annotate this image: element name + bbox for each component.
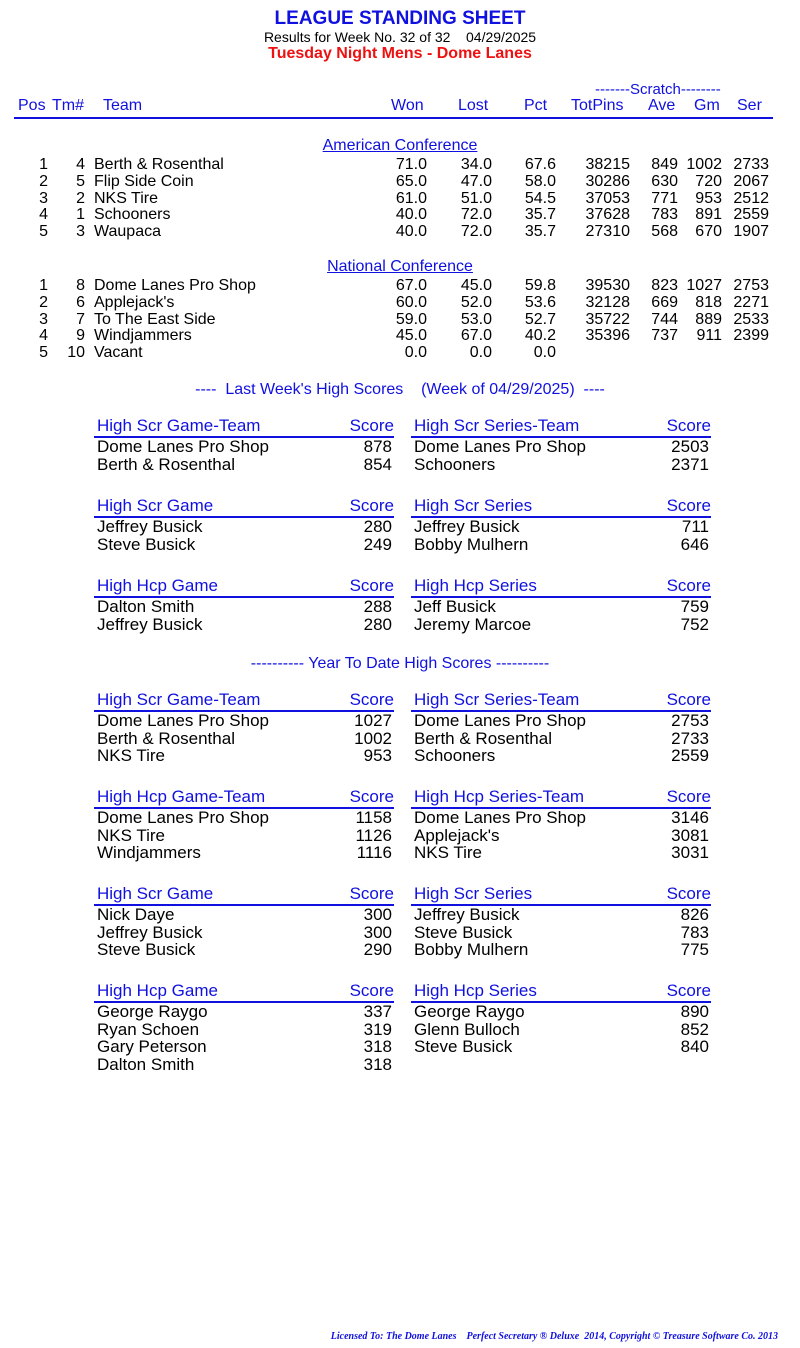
score-value: 300 (363, 905, 392, 924)
score-box-label: High Hcp Series-Team (414, 787, 585, 806)
cell-lost: 0.0 (469, 344, 492, 362)
ytd-title: ---------- Year To Date High Scores ---------- (250, 655, 550, 672)
page-title: LEAGUE STANDING SHEET (274, 8, 526, 29)
score-column-label: Score (349, 787, 394, 806)
table-row (0, 294, 800, 311)
score-column-label: Score (349, 416, 394, 435)
cell-pct: 40.2 (524, 327, 556, 345)
col-ser: Ser (737, 97, 762, 114)
cell-team: Waupaca (94, 223, 161, 241)
cell-ser: 2733 (733, 156, 769, 173)
cell-lost: 67.0 (460, 327, 492, 345)
bowler-name: Windjammers (97, 843, 201, 862)
cell-totpins: 27310 (585, 223, 630, 241)
list-item (411, 809, 711, 827)
score-column-label: Score (666, 981, 711, 1000)
cell-ave: 849 (651, 156, 678, 173)
score-box-label: High Hcp Series (414, 576, 537, 595)
col-team: Team (103, 97, 143, 114)
license-footer: Licensed To: The Dome Lanes Perfect Secretary ® Deluxe 2014, Copyright © Treasure Software Co. 2013 (330, 1331, 778, 1342)
score-column-label: Score (349, 496, 394, 515)
cell-tm: 9 (76, 327, 85, 345)
score-value: 2753 (671, 711, 709, 730)
score-box (94, 981, 394, 1073)
cell-totpins: 35396 (585, 327, 630, 345)
cell-ser: 2067 (733, 172, 769, 190)
cell-team: NKS Tire (94, 189, 159, 207)
cell-team: Schooners (94, 206, 171, 224)
cell-ave: 823 (651, 277, 678, 294)
list-item (411, 598, 711, 616)
score-box-header (411, 416, 711, 436)
col-lost: Lost (458, 97, 489, 114)
score-value: 1126 (355, 825, 392, 845)
cell-lost: 34.0 (460, 156, 492, 173)
bowler-name: Berth & Rosenthal (414, 728, 552, 748)
score-column-label: Score (666, 884, 711, 903)
score-value: 953 (363, 746, 392, 765)
cell-team: Flip Side Coin (94, 172, 194, 190)
list-item (411, 438, 711, 456)
list-item (94, 941, 394, 959)
bowler-name: Nick Daye (97, 905, 175, 924)
cell-won: 59.0 (395, 310, 427, 328)
score-box-label: High Scr Series-Team (414, 690, 580, 709)
bowler-name: NKS Tire (414, 843, 483, 862)
header-divider (14, 117, 773, 119)
cell-gm: 891 (695, 206, 722, 224)
bowler-name: Jeffrey Busick (97, 614, 203, 634)
score-box-header (94, 884, 394, 904)
table-row (0, 173, 800, 190)
cell-totpins: 35722 (585, 310, 630, 328)
score-box-label: High Hcp Series (414, 981, 537, 1000)
cell-team: Windjammers (94, 327, 192, 345)
score-value: 249 (363, 534, 392, 554)
cell-pos: 4 (39, 327, 48, 345)
list-item (411, 1038, 711, 1056)
list-item (94, 536, 394, 554)
cell-pos: 1 (39, 156, 48, 173)
cell-ave: 630 (651, 172, 678, 190)
bowler-name: Berth & Rosenthal (97, 728, 235, 748)
score-value: 711 (681, 517, 709, 536)
score-box (94, 576, 394, 633)
score-value: 290 (363, 940, 392, 959)
score-box-header (411, 884, 711, 904)
score-box-header (94, 690, 394, 710)
score-box-label: High Hcp Game-Team (97, 787, 266, 806)
bowler-name: Jeffrey Busick (414, 905, 520, 924)
cell-gm: 889 (695, 310, 722, 328)
list-item (411, 924, 711, 942)
score-box (411, 884, 711, 959)
cell-gm: 953 (695, 189, 722, 207)
score-column-label: Score (349, 981, 394, 1000)
score-value: 2371 (671, 454, 709, 474)
table-row (0, 311, 800, 328)
score-value: 854 (363, 454, 392, 474)
list-item (94, 438, 394, 456)
score-box (411, 576, 711, 633)
table-row (0, 344, 800, 361)
cell-team: Berth & Rosenthal (94, 156, 224, 173)
cell-pct: 35.7 (524, 206, 556, 224)
cell-team: Dome Lanes Pro Shop (94, 277, 256, 294)
cell-won: 40.0 (395, 223, 427, 241)
list-item (411, 518, 711, 536)
cell-tm: 3 (76, 223, 85, 241)
cell-pct: 59.8 (524, 277, 556, 294)
score-box-label: High Scr Game-Team (97, 690, 261, 709)
cell-team: Applejack's (94, 293, 175, 311)
cell-pos: 3 (39, 189, 48, 207)
score-value: 280 (363, 614, 392, 634)
cell-ave: 669 (651, 293, 678, 311)
cell-lost: 51.0 (460, 189, 492, 207)
score-value: 759 (680, 597, 709, 616)
list-item (411, 906, 711, 924)
bowler-name: Jeff Busick (414, 597, 496, 616)
cell-lost: 53.0 (460, 310, 492, 328)
bowler-name: Jeffrey Busick (97, 517, 203, 536)
cell-pct: 0.0 (533, 344, 556, 362)
score-box-header (94, 576, 394, 596)
bowler-name: Schooners (414, 746, 496, 765)
col-pct: Pct (524, 97, 548, 114)
bowler-name: Dome Lanes Pro Shop (97, 711, 269, 730)
bowler-name: Dalton Smith (97, 597, 195, 616)
cell-totpins: 37628 (585, 206, 630, 224)
bowler-name: Schooners (414, 454, 496, 474)
list-item (94, 844, 394, 862)
score-box (411, 787, 711, 862)
cell-totpins: 39530 (585, 277, 630, 294)
list-item (94, 730, 394, 748)
score-value: 1158 (355, 808, 392, 827)
cell-ser: 1907 (733, 223, 769, 241)
cell-tm: 6 (76, 293, 85, 311)
conference-title: National Conference (327, 258, 473, 275)
bowler-name: Dome Lanes Pro Shop (414, 437, 586, 456)
list-item (411, 616, 711, 634)
score-value: 2733 (671, 728, 709, 748)
score-value: 783 (680, 922, 709, 942)
cell-ser: 2399 (733, 327, 769, 345)
list-item (94, 1056, 394, 1074)
score-column-label: Score (349, 884, 394, 903)
list-item (411, 456, 711, 474)
table-row (0, 327, 800, 344)
score-box-label: High Hcp Game (97, 981, 218, 1000)
cell-ave: 771 (651, 189, 678, 207)
table-row (0, 156, 800, 173)
cell-gm: 670 (695, 223, 722, 241)
last-week-title: ---- Last Week's High Scores (Week of 04/29/2025) ---- (195, 381, 605, 398)
score-column-label: Score (349, 690, 394, 709)
bowler-name: Dalton Smith (97, 1054, 195, 1074)
bowler-name: Glenn Bulloch (414, 1019, 520, 1039)
col-won: Won (391, 97, 424, 114)
cell-pct: 53.6 (524, 293, 556, 311)
cell-team: To The East Side (94, 310, 216, 328)
list-item (94, 712, 394, 730)
cell-tm: 2 (76, 189, 85, 207)
cell-pos: 2 (39, 172, 48, 190)
cell-pos: 4 (39, 206, 48, 224)
score-value: 890 (680, 1002, 709, 1021)
bowler-name: Steve Busick (97, 534, 196, 554)
bowler-name: Dome Lanes Pro Shop (97, 437, 269, 456)
bowler-name: Jeremy Marcoe (414, 614, 532, 634)
cell-pos: 5 (39, 344, 48, 362)
cell-won: 0.0 (404, 344, 427, 362)
score-value: 1002 (354, 728, 392, 748)
score-column-label: Score (666, 690, 711, 709)
list-item (94, 598, 394, 616)
score-value: 3031 (671, 843, 709, 862)
bowler-name: Bobby Mulhern (414, 534, 529, 554)
col-tm: Tm# (52, 97, 84, 114)
cell-totpins: 32128 (585, 293, 630, 311)
score-box (411, 496, 711, 553)
score-box (411, 981, 711, 1056)
cell-totpins: 38215 (585, 156, 630, 173)
list-item (411, 844, 711, 862)
score-value: 1116 (356, 843, 392, 862)
score-box-label: High Scr Game (97, 496, 214, 515)
score-box-header (94, 496, 394, 516)
score-box-header (94, 981, 394, 1001)
cell-lost: 52.0 (460, 293, 492, 311)
bowler-name: Steve Busick (414, 922, 513, 942)
cell-tm: 5 (76, 172, 85, 190)
cell-ser: 2512 (733, 189, 769, 207)
bowler-name: Steve Busick (414, 1037, 513, 1056)
score-box-header (411, 787, 711, 807)
list-item (94, 906, 394, 924)
cell-gm: 720 (695, 172, 722, 190)
cell-totpins: 30286 (585, 172, 630, 190)
bowler-name: Ryan Schoen (97, 1019, 200, 1039)
bowler-name: Jeffrey Busick (97, 922, 203, 942)
list-item (411, 1021, 711, 1039)
list-item (94, 616, 394, 634)
cell-tm: 7 (76, 310, 85, 328)
list-item (411, 730, 711, 748)
col-gm: Gm (694, 97, 720, 114)
table-row (0, 206, 800, 223)
cell-lost: 72.0 (460, 206, 492, 224)
col-totpins: TotPins (571, 97, 624, 114)
cell-won: 67.0 (395, 277, 427, 294)
score-box-label: High Hcp Game (97, 576, 218, 595)
score-value: 319 (363, 1019, 392, 1039)
bowler-name: NKS Tire (97, 746, 166, 765)
score-value: 288 (363, 597, 392, 616)
cell-won: 40.0 (395, 206, 427, 224)
list-item (94, 924, 394, 942)
list-item (94, 1038, 394, 1056)
bowler-name: George Raygo (414, 1002, 525, 1021)
score-column-label: Score (666, 416, 711, 435)
cell-lost: 47.0 (460, 172, 492, 190)
list-item (94, 456, 394, 474)
bowler-name: Steve Busick (97, 940, 196, 959)
score-value: 775 (680, 940, 709, 959)
list-item (411, 1003, 711, 1021)
cell-gm: 1027 (686, 277, 722, 294)
cell-pos: 2 (39, 293, 48, 311)
cell-ave: 568 (651, 223, 678, 241)
cell-ave: 744 (651, 310, 678, 328)
score-box-label: High Scr Series (414, 496, 533, 515)
score-value: 840 (680, 1037, 709, 1056)
col-ave: Ave (648, 97, 676, 114)
bowler-name: Jeffrey Busick (414, 517, 520, 536)
score-box (411, 690, 711, 765)
cell-pos: 3 (39, 310, 48, 328)
cell-tm: 1 (76, 206, 85, 224)
cell-pct: 67.6 (524, 156, 556, 173)
list-item (411, 536, 711, 554)
cell-gm: 911 (696, 327, 722, 345)
league-name: Tuesday Night Mens - Dome Lanes (268, 45, 532, 62)
list-item (94, 1003, 394, 1021)
score-column-label: Score (666, 496, 711, 515)
score-box (94, 787, 394, 862)
list-item (94, 827, 394, 845)
score-box-header (411, 690, 711, 710)
cell-totpins: 37053 (585, 189, 630, 207)
score-box-header (94, 416, 394, 436)
cell-ser: 2753 (733, 277, 769, 294)
cell-tm: 8 (76, 277, 85, 294)
list-item (411, 941, 711, 959)
cell-won: 61.0 (395, 189, 427, 207)
bowler-name: Applejack's (414, 825, 500, 845)
score-value: 318 (363, 1054, 392, 1074)
cell-gm: 1002 (686, 156, 722, 173)
list-item (94, 518, 394, 536)
score-value: 300 (363, 922, 392, 942)
score-box (411, 416, 711, 473)
bowler-name: Gary Peterson (97, 1037, 207, 1056)
col-pos: Pos (18, 97, 46, 114)
score-value: 3146 (671, 808, 709, 827)
cell-ave: 783 (651, 206, 678, 224)
cell-won: 65.0 (395, 172, 427, 190)
score-column-label: Score (666, 576, 711, 595)
cell-pct: 54.5 (524, 189, 556, 207)
cell-pos: 5 (39, 223, 48, 241)
score-box (94, 416, 394, 473)
score-value: 318 (363, 1037, 392, 1056)
bowler-name: NKS Tire (97, 825, 166, 845)
score-value: 878 (363, 437, 392, 456)
cell-pct: 52.7 (524, 310, 556, 328)
cell-won: 45.0 (395, 327, 427, 345)
list-item (411, 747, 711, 765)
cell-pos: 1 (39, 277, 48, 294)
conference-title: American Conference (322, 137, 478, 154)
cell-ser: 2559 (733, 206, 769, 224)
score-box-header (411, 496, 711, 516)
list-item (94, 809, 394, 827)
bowler-name: Berth & Rosenthal (97, 454, 235, 474)
score-column-label: Score (666, 787, 711, 806)
score-value: 1027 (354, 711, 392, 730)
cell-ser: 2533 (733, 310, 769, 328)
cell-lost: 45.0 (460, 277, 492, 294)
cell-tm: 4 (76, 156, 85, 173)
bowler-name: George Raygo (97, 1002, 208, 1021)
table-row (0, 190, 800, 207)
list-item (411, 827, 711, 845)
week-subtitle: Results for Week No. 32 of 32 04/29/2025 (263, 29, 537, 45)
cell-ave: 737 (651, 327, 678, 345)
cell-ser: 2271 (733, 293, 769, 311)
score-value: 646 (680, 534, 709, 554)
bowler-name: Bobby Mulhern (414, 940, 529, 959)
score-column-label: Score (349, 576, 394, 595)
score-box (94, 690, 394, 765)
cell-team: Vacant (94, 344, 143, 362)
table-row (0, 223, 800, 240)
score-value: 337 (363, 1002, 392, 1021)
cell-pct: 58.0 (524, 172, 556, 190)
score-value: 3081 (671, 825, 709, 845)
score-box-header (411, 576, 711, 596)
score-box (94, 496, 394, 553)
score-box-header (94, 787, 394, 807)
cell-won: 60.0 (395, 293, 427, 311)
scratch-group-label: -------Scratch-------- (595, 81, 721, 98)
list-item (411, 712, 711, 730)
table-row (0, 277, 800, 294)
score-value: 280 (363, 517, 392, 536)
bowler-name: Dome Lanes Pro Shop (414, 808, 586, 827)
score-box-label: High Scr Game (97, 884, 214, 903)
cell-gm: 818 (695, 293, 722, 311)
list-item (94, 747, 394, 765)
score-box (94, 884, 394, 959)
bowler-name: Dome Lanes Pro Shop (414, 711, 586, 730)
cell-tm: 10 (67, 344, 85, 362)
list-item (94, 1021, 394, 1039)
cell-pct: 35.7 (524, 223, 556, 241)
score-box-label: High Scr Game-Team (97, 416, 261, 435)
score-box-label: High Scr Series-Team (414, 416, 580, 435)
score-box-label: High Scr Series (414, 884, 533, 903)
score-value: 852 (680, 1019, 709, 1039)
score-value: 2503 (671, 437, 709, 456)
score-box-header (411, 981, 711, 1001)
score-value: 826 (680, 905, 709, 924)
score-value: 752 (680, 614, 709, 634)
cell-lost: 72.0 (460, 223, 492, 241)
score-value: 2559 (671, 746, 709, 765)
bowler-name: Dome Lanes Pro Shop (97, 808, 269, 827)
cell-won: 71.0 (395, 156, 427, 173)
